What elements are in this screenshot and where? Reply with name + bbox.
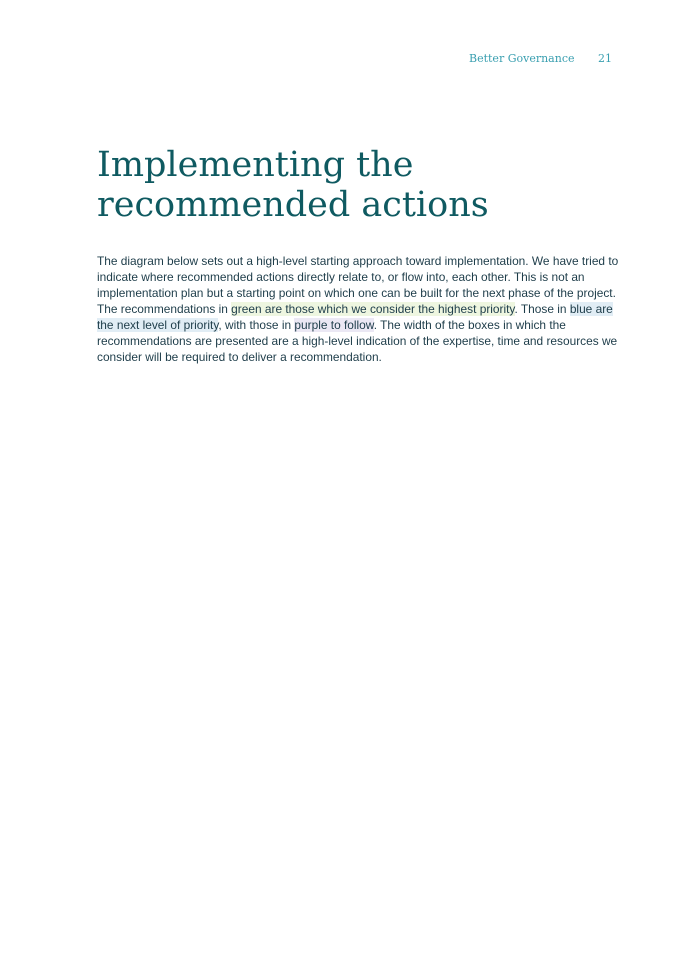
intro-text-part-1: The diagram below sets out a high-level starting approach toward implementation. We have tried to indicate where recommended actions directly relate to, or flow into, each other. This is not an implementation plan but a starting point on which one can be built for the next phase of the project. The recommendations in xyxy=(97,254,619,316)
intro-paragraph xyxy=(97,253,619,365)
highlight-blue-text: blue are the next level of priority xyxy=(97,302,613,332)
intro-text-part-3: , with those in xyxy=(218,318,295,332)
header-section-title: Better Governance xyxy=(469,52,575,65)
highlight-purple-text: purple to follow xyxy=(294,318,374,332)
running-header xyxy=(469,52,612,65)
highlight-green-text: green are those which we consider the highest priority xyxy=(231,302,515,316)
intro-text-part-2: . Those in xyxy=(514,302,570,316)
intro-text-part-4: . The width of the boxes in which the recommendations are presented are a high-level indication of the expertise, time and resources we consider will be required to deliver a recommendation. xyxy=(97,318,618,364)
page-number: 21 xyxy=(598,52,612,65)
page-title: Implementing the recommended actions xyxy=(97,145,489,225)
